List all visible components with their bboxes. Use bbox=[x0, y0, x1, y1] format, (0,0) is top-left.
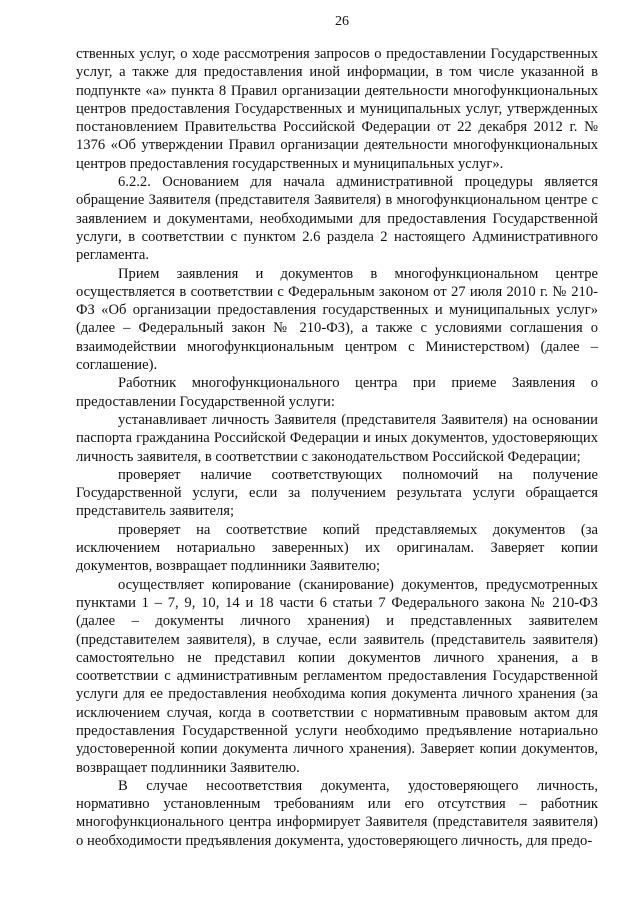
paragraph-mismatch: В случае несоответствия документа, удостоверяющего личность, нормативно установленным требованиям или его отсутствия – работник многофункционального центра информирует Заявителя (представителя заявителя) о необходимости предъявления документа, удостоверяющего личность, для предо- bbox=[76, 777, 598, 849]
page-number: 26 bbox=[335, 14, 349, 29]
list-item-identity: устанавливает личность Заявителя (представителя Заявителя) на основании паспорта гражданина Российской Федерации и иных документов, удостоверяющих личность заявителя, в соответствии с законодательством Российской Федерации; bbox=[76, 411, 598, 465]
list-item-copies-check: проверяет на соответствие копий представляемых документов (за исключением нотариально заверенных) их оригиналам. Заверяет копии документов, возвращает подлинники Заявителю; bbox=[76, 521, 598, 575]
paragraph-6-2-2: 6.2.2. Основанием для начала административной процедуры является обращение Заявителя (представителя Заявителя) в многофункциональном центре с заявлением и документами, необходимыми для предоставления Государственной услуги, в соответствии с пунктом 2.6 раздела 2 настоящего Административного регламента. bbox=[76, 174, 598, 264]
list-item-scanning: осуществляет копирование (сканирование) документов, предусмотренных пунктами 1 – 7, 9, 10, 14 и 18 части 6 статьи 7 Федерального закона № 210-ФЗ (далее – документы личного хранения) и представленных заявителем (представителем заявителя), в случае, если заявитель (представитель заявителя) самостоятельно не представил копии документов личного хранения, а в соответствии с административным регламентом предоставления Государственной услуги для ее предоставления необходима копия документа личного хранения (за исключением случая, когда в соответствии с нормативным правовым актом для предоставления Государственной услуги необходимо предъявление нотариально удостоверенной копии документа личного хранения). Заверяет копии документов, возвращает подлинники Заявителю. bbox=[76, 576, 598, 776]
paragraph-worker-duties: Работник многофункционального центра при приеме Заявления о предоставлении Государственной услуги: bbox=[76, 375, 598, 410]
list-item-authority: проверяет наличие соответствующих полномочий на получение Государственной услуги, если за получением результата услуги обращается представитель заявителя; bbox=[76, 466, 598, 520]
paragraph-continuation: ственных услуг, о ходе рассмотрения запросов о предоставлении Государственных услуг, а также для предоставления иной информации, в том числе указанной в подпункте «а» пункта 8 Правил организации деятельности многофункциональных центров предоставления Государственных и муниципальных услуг, утвержденных постановлением Правительства Российской Федерации от 22 декабря 2012 г. № 1376 «Об утверждении Правил организации деятельности многофункциональных центров предоставления государственных и муниципальных услуг». bbox=[76, 46, 598, 172]
document-body bbox=[76, 45, 598, 850]
paragraph-reception: Прием заявления и документов в многофункциональном центре осуществляется в соответствии с Федеральным законом от 27 июля 2010 г. № 210-ФЗ «Об организации предоставления государственных и муниципальных услуг» (далее – Федеральный закон № 210-ФЗ), а также с условиями соглашения о взаимодействии многофункциональным центром с Министерством) (далее – соглашение). bbox=[76, 265, 598, 374]
